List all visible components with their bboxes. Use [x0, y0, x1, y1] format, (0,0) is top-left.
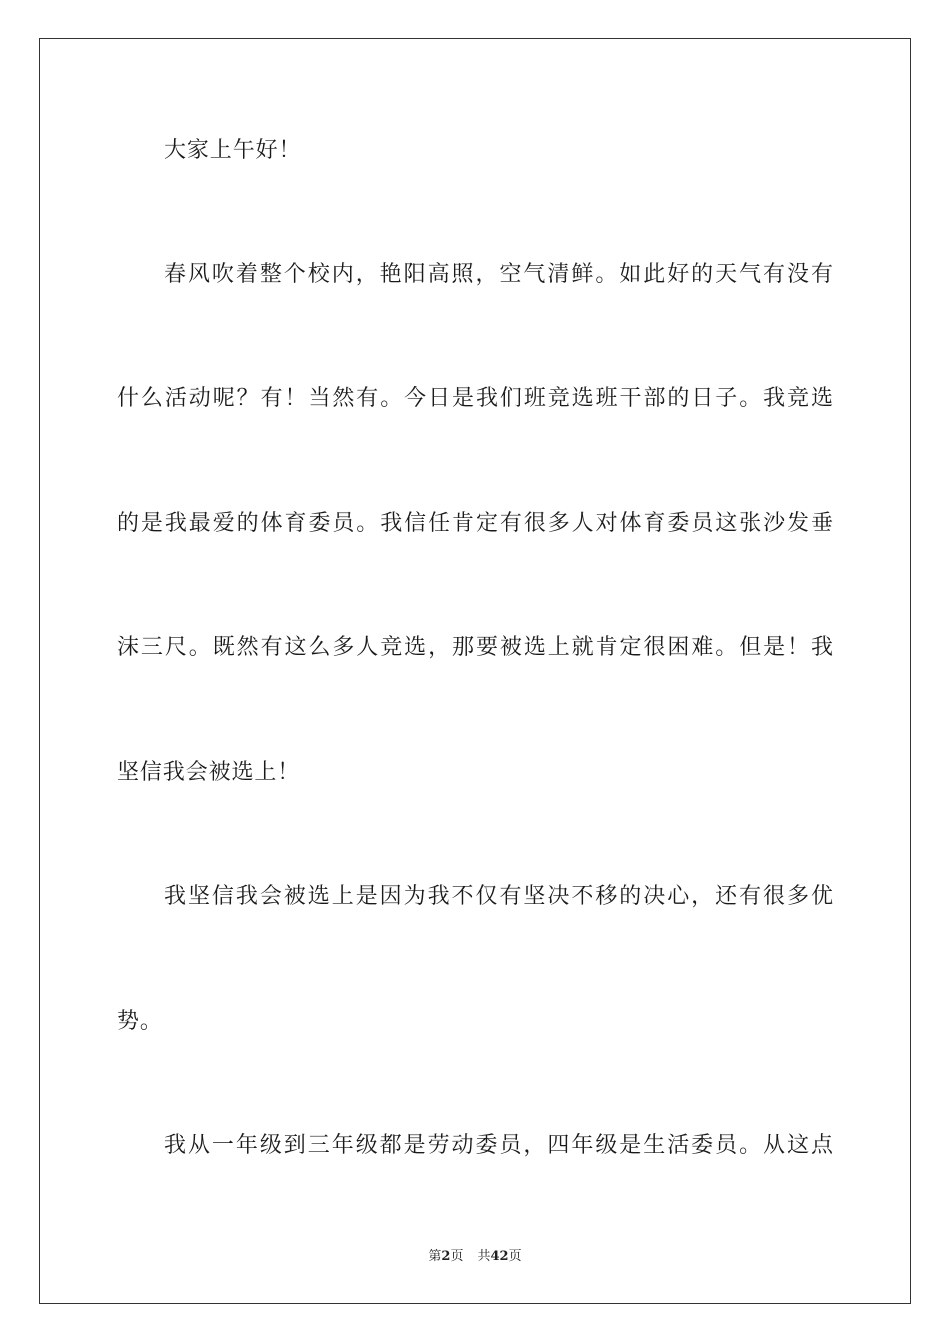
text-line: 沫三尺。既然有这么多人竞选，那要被选上就肯定很困难。但是！我 — [117, 635, 833, 660]
text-line: 势。 — [117, 1009, 163, 1034]
total-suffix: 页 — [508, 1249, 522, 1264]
total-pages-number: 42 — [490, 1249, 509, 1264]
page-footer — [0, 1247, 950, 1267]
text-line: 的是我最爱的体育委员。我信任肯定有很多人对体育委员这张沙发垂 — [117, 511, 833, 536]
page-suffix: 页 — [450, 1249, 464, 1264]
text-line-greeting: 大家上午好！ — [164, 138, 302, 163]
total-prefix: 共 — [477, 1249, 491, 1264]
text-line: 春风吹着整个校内，艳阳高照，空气清鲜。如此好的天气有没有 — [164, 262, 833, 287]
page-prefix: 第 — [428, 1249, 442, 1264]
current-page-number: 2 — [441, 1249, 451, 1264]
text-line: 我坚信我会被选上是因为我不仅有坚决不移的决心，还有很多优 — [164, 884, 833, 909]
text-line: 什么活动呢？有！当然有。今日是我们班竞选班干部的日子。我竞选 — [117, 386, 833, 411]
text-line: 我从一年级到三年级都是劳动委员，四年级是生活委员。从这点 — [164, 1133, 833, 1158]
text-line: 坚信我会被选上！ — [117, 760, 301, 785]
page-border — [39, 38, 911, 1304]
